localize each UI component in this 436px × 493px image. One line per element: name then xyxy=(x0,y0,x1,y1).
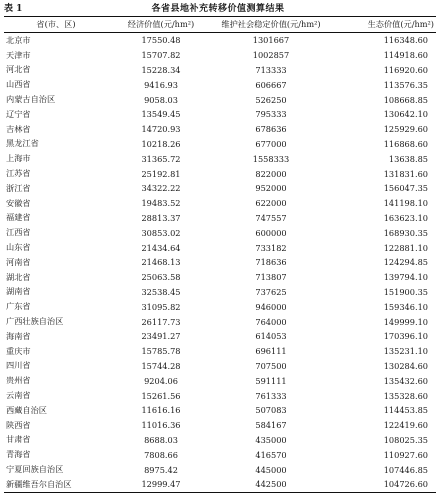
ecological-value-cell: 125929.60 xyxy=(383,124,428,135)
social-stability-value-cell: 1301667 xyxy=(252,35,290,46)
ecological-value-cell: 116868.60 xyxy=(383,138,428,149)
economic-value-cell: 28813.37 xyxy=(141,212,181,223)
ecological-value-cell: 114918.60 xyxy=(383,50,428,61)
economic-value-cell: 30853.02 xyxy=(141,227,181,238)
table-row xyxy=(4,433,436,448)
table-row xyxy=(4,373,436,388)
table-row xyxy=(4,270,436,285)
region-cell: 江西省 xyxy=(6,227,31,238)
table-row xyxy=(4,225,436,240)
ecological-value-cell: 122419.60 xyxy=(383,420,428,431)
social-stability-value-cell: 795333 xyxy=(255,109,287,120)
region-cell: 安徽省 xyxy=(6,197,31,208)
region-cell: 云南省 xyxy=(6,390,31,401)
table-row xyxy=(4,122,436,137)
table-row xyxy=(4,314,436,329)
table-row xyxy=(4,403,436,418)
social-stability-value-cell: 584167 xyxy=(255,420,287,431)
ecological-value-cell: 156047.35 xyxy=(383,183,428,194)
economic-value-cell: 21468.13 xyxy=(141,257,181,268)
social-stability-value-cell: 591111 xyxy=(255,375,287,386)
table-row xyxy=(4,359,436,374)
social-stability-value-cell: 678636 xyxy=(255,124,287,135)
ecological-value-cell: 135328.60 xyxy=(383,390,428,401)
economic-value-cell: 11016.36 xyxy=(141,420,181,431)
social-stability-value-cell: 1002857 xyxy=(252,50,290,61)
table-row xyxy=(4,137,436,152)
region-cell: 甘肃省 xyxy=(6,434,31,445)
economic-value-cell: 8688.03 xyxy=(144,434,178,445)
ecological-value-cell: 114453.85 xyxy=(383,405,428,416)
region-cell: 海南省 xyxy=(6,330,31,341)
table-label: 表 1 xyxy=(4,4,23,14)
table-row xyxy=(4,344,436,359)
social-stability-value-cell: 696111 xyxy=(255,346,287,357)
ecological-value-cell: 163623.10 xyxy=(383,212,428,223)
ecological-value-cell: 116348.60 xyxy=(383,35,428,46)
ecological-value-cell: 141198.10 xyxy=(383,198,428,209)
region-cell: 湖北省 xyxy=(6,271,31,282)
valuation-table xyxy=(4,16,436,493)
economic-value-cell: 11616.16 xyxy=(141,405,181,416)
table-row xyxy=(4,107,436,122)
region-cell: 福建省 xyxy=(6,212,31,223)
region-cell: 陕西省 xyxy=(6,419,31,430)
social-stability-value-cell: 764000 xyxy=(255,316,287,327)
table-row xyxy=(4,388,436,403)
ecological-value-cell: 149999.10 xyxy=(383,316,428,327)
economic-value-cell: 25063.58 xyxy=(141,272,181,283)
social-stability-value-cell: 677000 xyxy=(255,138,287,149)
economic-value-cell: 15261.56 xyxy=(141,390,181,401)
economic-value-cell: 8975.42 xyxy=(144,464,178,475)
ecological-value-cell: 130642.10 xyxy=(383,109,428,120)
table-row xyxy=(4,329,436,344)
table-row xyxy=(4,33,436,48)
social-stability-value-cell: 713333 xyxy=(255,64,287,75)
header-social-stability-value: 维护社会稳定价值(元/hm²) xyxy=(221,19,321,29)
region-cell: 河北省 xyxy=(6,64,31,75)
table-body xyxy=(4,33,436,493)
economic-value-cell: 9416.93 xyxy=(144,79,178,90)
region-cell: 上海市 xyxy=(6,153,31,164)
economic-value-cell: 15228.34 xyxy=(141,64,181,75)
social-stability-value-cell: 718636 xyxy=(255,257,287,268)
region-cell: 山东省 xyxy=(6,242,31,253)
table-title: 各省县地补充转移价值测算结果 xyxy=(151,4,285,14)
ecological-value-cell: 124294.85 xyxy=(383,257,428,268)
economic-value-cell: 12999.47 xyxy=(141,479,181,490)
header-economic-value: 经济价值(元/hm²) xyxy=(127,19,195,29)
ecological-value-cell: 170396.10 xyxy=(383,331,428,342)
economic-value-cell: 31095.82 xyxy=(141,301,181,312)
ecological-value-cell: 130284.60 xyxy=(383,360,428,371)
ecological-value-cell: 107446.85 xyxy=(383,464,428,475)
region-cell: 北京市 xyxy=(6,34,31,45)
economic-value-cell: 14720.93 xyxy=(141,124,181,135)
region-cell: 新疆维吾尔自治区 xyxy=(6,478,72,489)
social-stability-value-cell: 707500 xyxy=(255,360,287,371)
social-stability-value-cell: 952000 xyxy=(255,183,287,194)
social-stability-value-cell: 713807 xyxy=(255,272,287,283)
region-cell: 重庆市 xyxy=(6,345,31,356)
ecological-value-cell: 135432.60 xyxy=(383,375,428,386)
region-cell: 四川省 xyxy=(6,360,31,371)
table-row xyxy=(4,63,436,78)
economic-value-cell: 23491.27 xyxy=(141,331,181,342)
social-stability-value-cell: 747557 xyxy=(255,212,287,223)
social-stability-value-cell: 600000 xyxy=(255,227,287,238)
region-cell: 浙江省 xyxy=(6,182,31,193)
table-row xyxy=(4,299,436,314)
header-row xyxy=(4,17,436,33)
ecological-value-cell: 116920.60 xyxy=(383,64,428,75)
ecological-value-cell: 159346.10 xyxy=(383,301,428,312)
table-row xyxy=(4,285,436,300)
social-stability-value-cell: 445000 xyxy=(255,464,287,475)
ecological-value-cell: 110927.60 xyxy=(383,449,428,460)
region-cell: 宁夏回族自治区 xyxy=(6,464,64,474)
region-cell: 江苏省 xyxy=(6,168,31,179)
ecological-value-cell: 168930.35 xyxy=(383,227,428,238)
economic-value-cell: 7808.66 xyxy=(144,449,178,460)
social-stability-value-cell: 622000 xyxy=(255,198,287,209)
social-stability-value-cell: 507083 xyxy=(255,405,287,416)
economic-value-cell: 21434.64 xyxy=(141,242,181,253)
social-stability-value-cell: 416570 xyxy=(255,449,287,460)
ecological-value-cell: 135231.10 xyxy=(383,346,428,357)
ecological-value-cell: 108025.35 xyxy=(383,434,428,445)
table-row xyxy=(4,181,436,196)
social-stability-value-cell: 442500 xyxy=(255,479,287,490)
region-cell: 青海省 xyxy=(6,449,31,460)
region-cell: 广西壮族自治区 xyxy=(6,316,64,327)
social-stability-value-cell: 526250 xyxy=(255,94,287,105)
region-cell: 吉林省 xyxy=(6,123,31,134)
social-stability-value-cell: 946000 xyxy=(255,301,287,312)
economic-value-cell: 15707.82 xyxy=(141,50,181,61)
economic-value-cell: 17550.48 xyxy=(141,35,181,46)
table-row xyxy=(4,477,436,492)
ecological-value-cell: 139794.10 xyxy=(383,272,428,283)
region-cell: 黑龙江省 xyxy=(6,138,39,149)
table-row xyxy=(4,151,436,166)
economic-value-cell: 26117.73 xyxy=(141,316,181,327)
table-caption xyxy=(4,3,432,16)
table-header xyxy=(4,17,436,33)
social-stability-value-cell: 761333 xyxy=(255,390,287,401)
economic-value-cell: 15785.78 xyxy=(141,346,181,357)
region-cell: 广东省 xyxy=(6,301,31,312)
social-stability-value-cell: 733182 xyxy=(255,242,287,253)
economic-value-cell: 32538.45 xyxy=(141,286,181,297)
economic-value-cell: 15744.28 xyxy=(141,360,181,371)
region-cell: 湖南省 xyxy=(6,286,31,297)
social-stability-value-cell: 614053 xyxy=(255,331,287,342)
table-row xyxy=(4,48,436,63)
table-row xyxy=(4,418,436,433)
region-cell: 西藏自治区 xyxy=(6,404,47,415)
economic-value-cell: 9058.03 xyxy=(144,94,178,105)
table-row xyxy=(4,447,436,462)
social-stability-value-cell: 737625 xyxy=(255,286,287,297)
economic-value-cell: 10218.26 xyxy=(141,138,181,149)
ecological-value-cell: 113576.35 xyxy=(383,79,428,90)
document-page xyxy=(4,3,432,493)
table-row xyxy=(4,255,436,270)
economic-value-cell: 9204.06 xyxy=(144,375,178,386)
economic-value-cell: 19483.52 xyxy=(141,198,181,209)
table-row xyxy=(4,462,436,477)
region-cell: 内蒙古自治区 xyxy=(6,94,56,105)
table-row xyxy=(4,196,436,211)
ecological-value-cell: 151900.35 xyxy=(383,286,428,297)
ecological-value-cell: 104726.60 xyxy=(383,479,428,490)
region-cell: 河南省 xyxy=(6,256,31,267)
region-cell: 辽宁省 xyxy=(6,108,31,119)
social-stability-value-cell: 606667 xyxy=(255,79,287,90)
social-stability-value-cell: 1558333 xyxy=(252,153,290,164)
ecological-value-cell: 13638.85 xyxy=(388,153,428,164)
social-stability-value-cell: 822000 xyxy=(255,168,287,179)
economic-value-cell: 13549.45 xyxy=(141,109,181,120)
region-cell: 山西省 xyxy=(6,79,31,90)
ecological-value-cell: 108668.85 xyxy=(383,94,428,105)
table-row xyxy=(4,166,436,181)
table-row xyxy=(4,211,436,226)
social-stability-value-cell: 435000 xyxy=(255,434,287,445)
ecological-value-cell: 131831.60 xyxy=(383,168,428,179)
economic-value-cell: 31365.72 xyxy=(141,153,181,164)
ecological-value-cell: 122881.10 xyxy=(383,242,428,253)
region-cell: 贵州省 xyxy=(6,375,31,386)
header-ecological-value: 生态价值(元/hm²) xyxy=(367,19,434,29)
economic-value-cell: 34322.22 xyxy=(141,183,181,194)
table-row xyxy=(4,92,436,107)
table-row xyxy=(4,77,436,92)
table-row xyxy=(4,240,436,255)
economic-value-cell: 25192.81 xyxy=(141,168,181,179)
region-cell: 天津市 xyxy=(6,49,31,60)
header-region: 省(市、区) xyxy=(36,19,76,29)
